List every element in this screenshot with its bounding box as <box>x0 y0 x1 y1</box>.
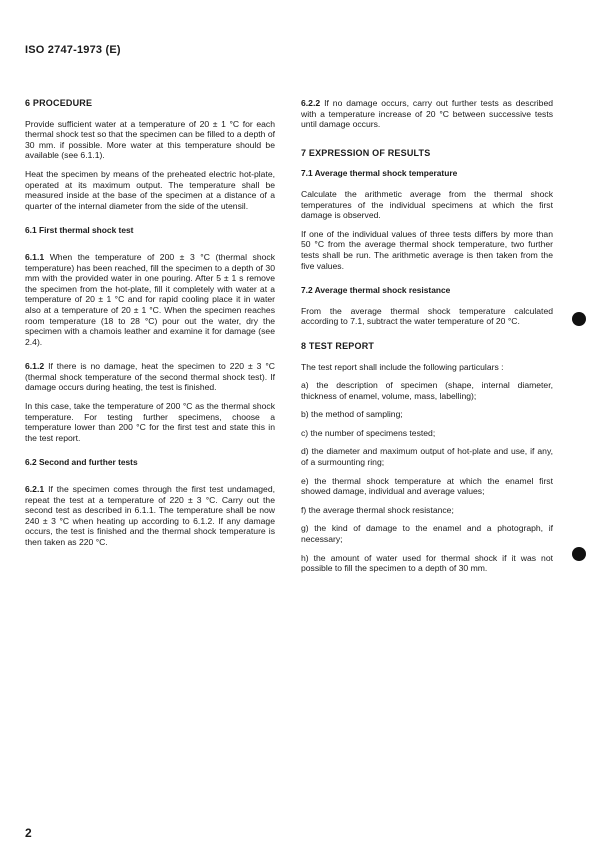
section-6-2-2-text: If no damage occurs, carry out further tests as described with a temperature increase of 20 °C between successive tests until damage occurs. <box>301 98 554 130</box>
section-6-2-2-number: 6.2.2 <box>301 98 321 108</box>
section-6-1-2-text: If there is no damage, heat the specimen to 220 ± 3 °C (thermal shock temperature of the second thermal shock test). If damage occurs during heating, the test is finished. <box>25 361 276 393</box>
section-6-2-1-number: 6.2.1 <box>25 484 45 495</box>
section-6-1-title: 6.1 First thermal shock test <box>25 225 134 236</box>
right-column <box>301 98 553 582</box>
section-8-intro: The test report shall include the following particulars : <box>301 361 504 372</box>
list-item: a) the description of specimen (shape, internal diameter, thickness of enamel, volume, mass, labelling); <box>301 380 553 401</box>
section-6-1-1-number: 6.1.1 <box>25 251 45 262</box>
list-item: h) the amount of water used for thermal shock if it was not possible to fill the specimen to a depth of 30 mm. <box>301 552 553 574</box>
page-number: 2 <box>25 826 32 840</box>
section-7-1-title: 7.1 Average thermal shock temperature <box>301 168 458 179</box>
section-6-2-1-paragraph <box>25 484 275 548</box>
section-7-2-title: 7.2 Average thermal shock resistance <box>301 285 451 296</box>
section-7-1-paragraph-2: If one of the individual values of three tests differs by more than 50 °C from the average thermal shock temperature, two further tests shall be run. The arithmetic average is then taken from the five values. <box>301 228 553 271</box>
list-item: d) the diameter and maximum output of hot-plate and use, if any, of a surmounting ring; <box>301 446 553 468</box>
section-6-2-2-paragraph <box>301 98 553 130</box>
margin-change-bullet-icon <box>572 312 586 326</box>
margin-change-bullet-icon <box>572 547 586 561</box>
section-6-title: 6 PROCEDURE <box>25 98 93 108</box>
document-id: ISO 2747-1973 (E) <box>25 44 121 56</box>
section-6-paragraph-2: Heat the specimen by means of the preheated electric hot-plate, operated at its maximum output. The temperature shall be measured inside at the base of the specimen at a distance of a quarter of the internal diameter from the side of the utensil. <box>25 168 275 211</box>
section-7-1-paragraph-1: Calculate the arithmetic average from the thermal shock temperatures of the individual specimens at which the first damage is observed. <box>301 188 553 221</box>
section-6-1-2-number: 6.1.2 <box>25 361 45 372</box>
section-6-1-1-text: When the temperature of 200 ± 3 °C (thermal shock temperature) has been reached, fill the specimen to a depth of 30 mm with the provided water in one pouring. After 5 ± 1 s remove the specimen from the hot-plate, fill it completely with water at a temperature of 20 ± 1 °C and for rapid cooling place it in water also at a temperature of 20 ± 1 °C. When the specimen reaches room temperature (18 to 28 °C) pour out the water, dry the specimen with a chamois leather and examine it for damage (see 2.4). <box>25 251 275 347</box>
list-item: b) the method of sampling; <box>301 409 403 420</box>
list-item: c) the number of specimens tested; <box>301 427 436 438</box>
section-6-1-2-paragraph-2: In this case, take the temperature of 200 °C as the thermal shock temperature. For testing further specimens, choose a temperature lower than 200 °C for the first test and state this in the test report. <box>25 401 275 443</box>
list-item: e) the thermal shock temperature at which the enamel first showed damage, individual and average values; <box>301 475 553 497</box>
section-6-2-title: 6.2 Second and further tests <box>25 457 138 468</box>
section-8-title: 8 TEST REPORT <box>301 340 375 351</box>
section-7-title: 7 EXPRESSION OF RESULTS <box>301 147 431 158</box>
section-7-2-paragraph: From the average thermal shock temperature calculated according to 7.1, subtract the water temperature of 20 °C. <box>301 305 553 327</box>
section-6-2-1-text: If the specimen comes through the first test undamaged, repeat the test at a temperature of 220 ± 3 °C. Carry out the second test as described in 6.1.1. The temperature shall be now 240 ± 3 °C when heating up according to 6.1.2. If any damage occurs, the test is finished and the thermal shock temperature is then taken as 220 °C. <box>25 484 276 547</box>
section-6-1-2-paragraph <box>25 361 275 393</box>
section-6-1-1-paragraph <box>25 252 275 347</box>
test-report-list <box>301 380 553 574</box>
section-6-paragraph-1: Provide sufficient water at a temperature of 20 ± 1 °C for each thermal shock test so that the specimen can be filled to a depth of 30 mm. if possible. More water at this temperature should be available (see 6.1.1). <box>25 118 275 161</box>
list-item: g) the kind of damage to the enamel and a photograph, if necessary; <box>301 523 553 545</box>
left-column <box>25 98 275 556</box>
list-item: f) the average thermal shock resistance; <box>301 504 454 515</box>
